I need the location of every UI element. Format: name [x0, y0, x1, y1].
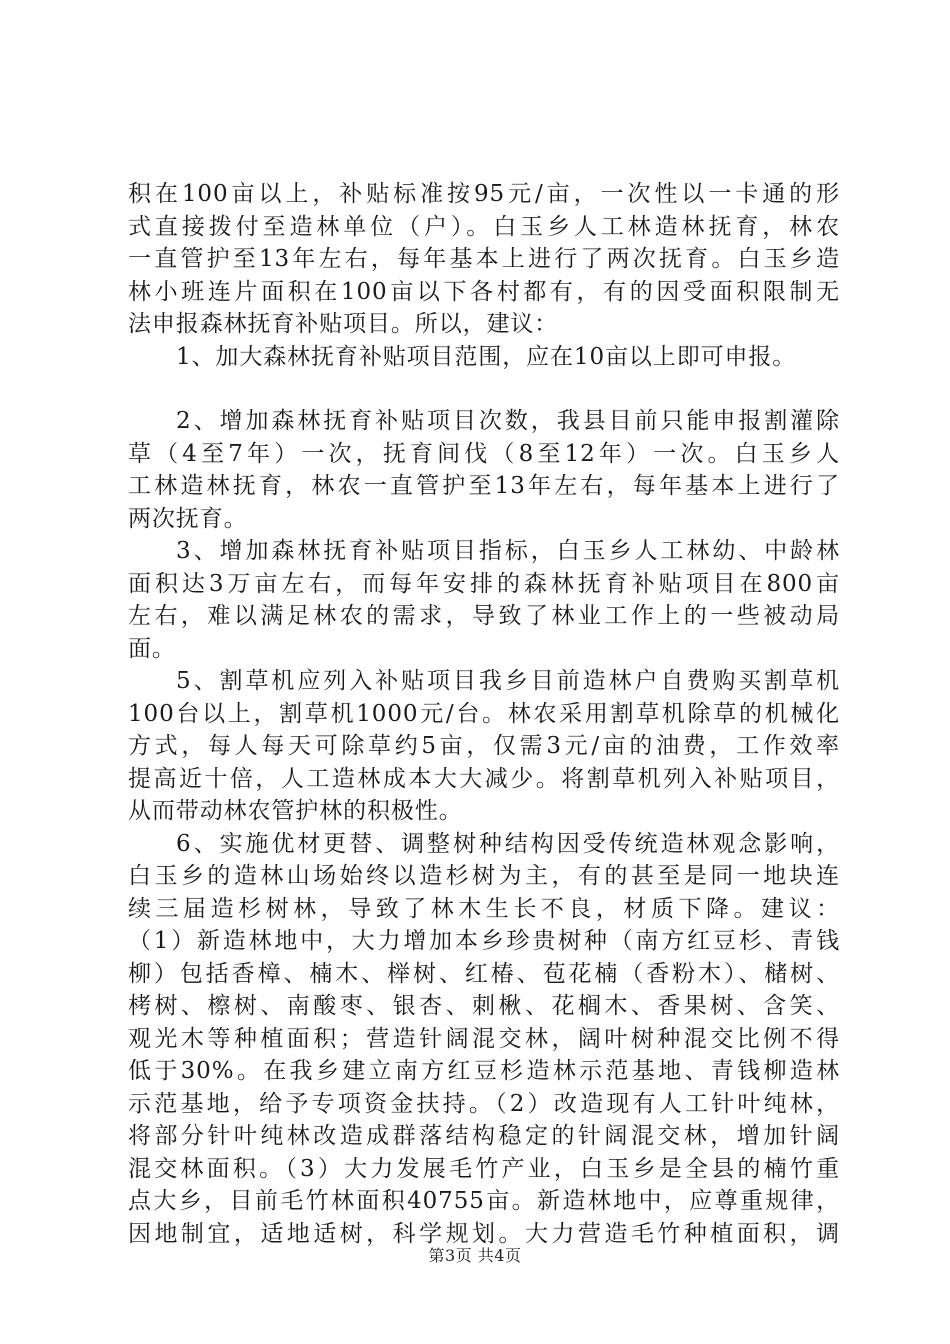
paragraph-6-heading: 6、实施优材更替、调整树种结构因受传统造林观念影响， [176, 830, 840, 857]
paragraph-1-heading: 1、加大森林抚育补贴项目范围，应在10亩以上即可申报。 [176, 343, 797, 370]
text-line: 观光木等种植面积；营造针阔混交林，阔叶树种混交比例不得 [128, 1025, 840, 1052]
text-line: 面。 [128, 635, 176, 662]
text-line: 提高近十倍，人工造林成本大大减少。将割草机列入补贴项目， [128, 765, 840, 792]
paragraph-5-heading: 5、割草机应列入补贴项目我乡目前造林户自费购买割草机 [176, 668, 840, 694]
text-line: 草（4至7年）一次，抚育间伐（8至12年）一次。白玉乡人 [128, 440, 840, 467]
paragraph-2-heading: 2、增加森林抚育补贴项目次数，我县目前只能申报割灌除 [176, 408, 840, 434]
document-body [128, 178, 840, 1250]
text-line: 续三届造杉树林，导致了林木生长不良，材质下降。建议： [128, 895, 840, 922]
text-line: 式直接拨付至造林单位（户）。白玉乡人工林造林抚育，林农 [128, 213, 840, 240]
text-line: 点大乡，目前毛竹林面积40755亩。新造林地中，应尊重规律， [128, 1188, 840, 1214]
text-line: 面积达3万亩左右，而每年安排的森林抚育补贴项目在800亩 [128, 570, 840, 597]
text-line: 一直管护至13年左右，每年基本上进行了两次抚育。白玉乡造 [128, 246, 840, 272]
text-line: （1）新造林地中，大力增加本乡珍贵树种（南方红豆杉、青钱 [128, 928, 840, 954]
text-line: 积在100亩以上，补贴标准按95元/亩，一次性以一卡通的形 [128, 181, 840, 207]
page-number-footer: 第3页 共4页 [428, 1246, 522, 1265]
text-line: 白玉乡的造林山场始终以造杉树为主，有的甚至是同一地块连 [128, 863, 840, 889]
text-line: 方式，每人每天可除草约5亩，仅需3元/亩的油费，工作效率 [128, 733, 840, 759]
text-line: 工林造林抚育，林农一直管护至13年左右，每年基本上进行了 [128, 473, 840, 499]
text-line: 左右，难以满足林农的需求，导致了林业工作上的一些被动局 [128, 603, 840, 629]
text-line: 因地制宜，适地适树，科学规划。大力营造毛竹种植面积，调 [128, 1220, 840, 1247]
text-line: 示范基地，给予专项资金扶持。（2）改造现有人工针叶纯林， [128, 1090, 840, 1117]
text-line: 两次抚育。 [128, 505, 248, 532]
text-line: 将部分针叶纯林改造成群落结构稳定的针阔混交林，增加针阔 [128, 1123, 840, 1149]
text-line: 混交林面积。（3）大力发展毛竹产业，白玉乡是全县的楠竹重 [128, 1155, 840, 1182]
text-line: 低于30%。在我乡建立南方红豆杉造林示范基地、青钱柳造林 [128, 1058, 840, 1084]
paragraph-gap [128, 373, 840, 405]
text-line: 林小班连片面积在100亩以下各村都有，有的因受面积限制无 [128, 278, 840, 305]
text-line: 从而带动林农管护林的积极性。 [128, 798, 463, 824]
text-line: 柳）包括香樟、楠木、榉树、红椿、苞花楠（香粉木）、槠树、 [128, 960, 840, 987]
text-line: 栲树、檫树、南酸枣、银杏、刺楸、花榈木、香果树、含笑、 [128, 993, 840, 1019]
paragraph-3-heading: 3、增加森林抚育补贴项目指标，白玉乡人工林幼、中龄林 [176, 538, 840, 564]
text-line: 法申报森林抚育补贴项目。所以，建议： [128, 311, 559, 337]
text-line: 100台以上，割草机1000元/台。林农采用割草机除草的机械化 [128, 700, 840, 727]
